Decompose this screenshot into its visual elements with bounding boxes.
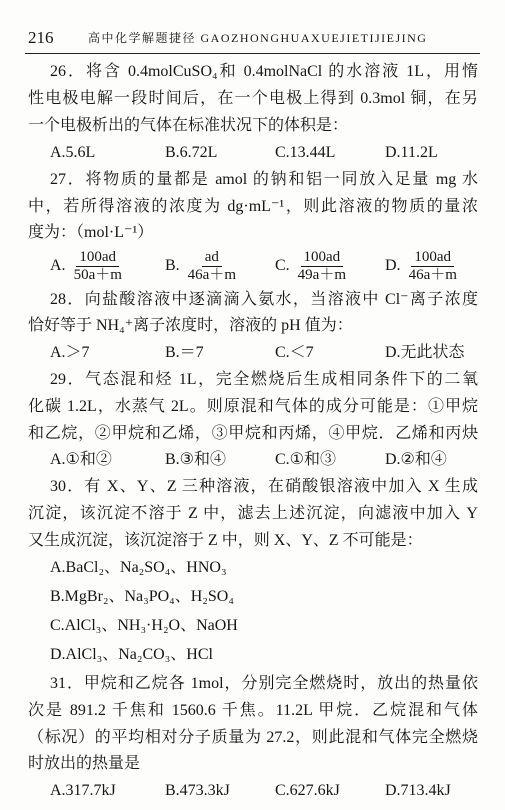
option-b: B.6.72L [165, 144, 218, 161]
option-label: C. [275, 257, 290, 274]
question-line: 28．向盐酸溶液中逐滴滴入氨水，当溶液中 Cl⁻离子浓度 [50, 291, 478, 308]
question-line: 27．将物质的量都是 amol 的钠和铝一同放入足量 mg 水 [50, 171, 478, 188]
option-d: D.11.2L [385, 144, 438, 161]
question-line: 性电极电解一段时间后，在一个电极上得到 0.3mol 铜，在另 [28, 90, 478, 107]
question-line: 30．有 X、Y、Z 三种溶液，在硝酸银溶液中加入 X 生成 [50, 478, 478, 495]
question-line: 化碳 1.2L，水蒸气 2L。则原混和气体的成分可能是：①甲烷 [28, 398, 478, 415]
option-a: A.①和② [50, 451, 112, 468]
fraction [406, 250, 460, 283]
denominator: 46a＋m [408, 266, 457, 283]
option-a [50, 249, 158, 283]
option-label: D. [385, 257, 401, 274]
option-a: A.＞7 [50, 344, 90, 361]
option-a: A.5.6L [50, 144, 96, 161]
option-c: C.627.6kJ [275, 782, 340, 799]
numerator: 100ad [411, 250, 454, 267]
option-label: A. [50, 257, 66, 274]
option-c: C.AlCl₃、NH₃·H₂O、NaOH [50, 617, 238, 634]
question-line: （标况）的平均相对分子质量为 27.2，则此混和气体完全燃烧 [28, 729, 478, 746]
denominator: 46a＋m [187, 266, 236, 283]
question-line: 沉淀，该沉淀不溶于 Z 中，滤去上述沉淀，向滤液中加入 Y [28, 505, 478, 522]
numerator: 100ad [301, 250, 344, 267]
question-line: 度为：（mol·L⁻¹） [28, 224, 154, 241]
option-label: B. [165, 257, 180, 274]
numerator: 100ad [76, 250, 119, 267]
option-b: B.MgBr₂、Na₃PO₄、H₂SO₄ [50, 588, 234, 605]
question-line: 一个电极析出的气体在标准状况下的体积是： [28, 117, 349, 134]
option-b: B.473.3kJ [165, 782, 230, 799]
numerator: ad [202, 250, 222, 267]
question-line: 29．气态混和烃 1L，完全燃烧后生成相同条件下的二氧 [50, 371, 478, 388]
fraction [185, 250, 239, 283]
question-line: 时放出的热量是 [28, 755, 141, 772]
option-c: C.①和③ [275, 451, 337, 468]
fraction [71, 250, 125, 283]
option-c: C.13.44L [275, 144, 336, 161]
question-line: 和乙烷，②甲烷和乙烯，③甲烷和丙烯，④甲烷．乙烯和丙炔 [28, 425, 478, 442]
question-line: 又生成沉淀，该沉淀溶于 Z 中，则 X、Y、Z 不可能是： [28, 532, 423, 549]
option-c: C.＜7 [275, 344, 314, 361]
option-b: B.＝7 [165, 344, 204, 361]
question-line: 次是 891.2 千焦和 1560.6 千焦。11.2L 甲烷．乙烷混和气体 [28, 702, 478, 719]
question-line: 中，若所得溶液的浓度为 dg·mL⁻¹，则此溶液的物质的量浓 [28, 198, 478, 215]
option-d: D.AlCl₃、Na₂CO₃、HCl [50, 646, 213, 663]
option-b [165, 249, 273, 283]
option-d: D.②和④ [385, 451, 447, 468]
option-a: A.317.7kJ [50, 782, 116, 799]
question-line: 恰好等于 NH₄⁺离子浓度时，溶液的 pH 值为： [28, 317, 353, 334]
question-line: 26．将含 0.4molCuSO₄和 0.4molNaCl 的水溶液 1L，用惰 [50, 63, 478, 80]
running-title: 高中化学解题捷径 GAOZHONGHUAXUEJIETIJIEJING [88, 31, 428, 45]
denominator: 49a＋m [297, 266, 346, 283]
option-c [275, 249, 383, 283]
header-rule [25, 53, 480, 54]
option-d [385, 249, 493, 283]
page-number: 216 [28, 28, 54, 47]
option-d: D.713.4kJ [385, 782, 451, 799]
option-b: B.③和④ [165, 451, 227, 468]
question-line: 31．甲烷和乙烷各 1mol，分别完全燃烧时，放出的热量依 [50, 675, 478, 692]
fraction [295, 250, 349, 283]
option-a: A.BaCl₂、Na₂SO₄、HNO₃ [50, 559, 227, 576]
denominator: 50a＋m [73, 266, 122, 283]
option-d: D.无此状态 [385, 344, 465, 361]
